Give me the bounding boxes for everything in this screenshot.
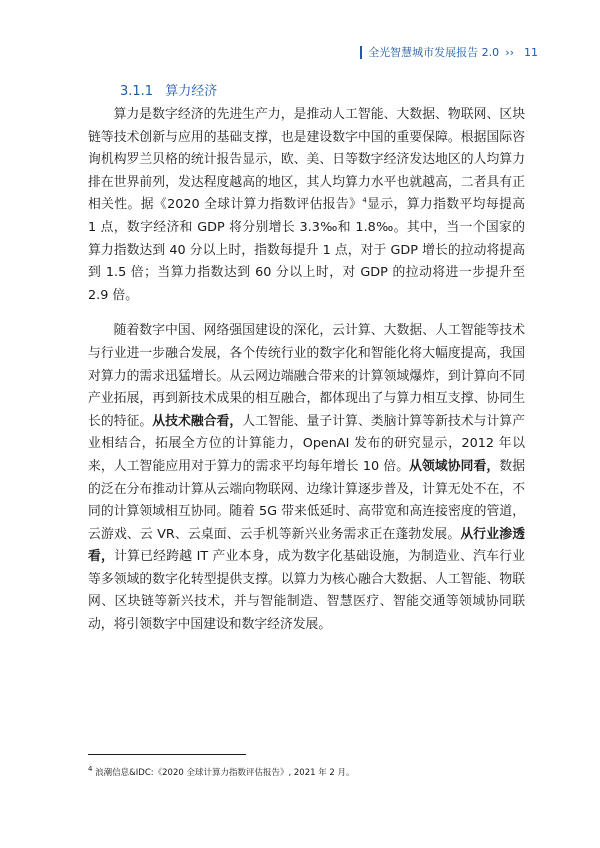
paragraph (88, 320, 525, 636)
section-title: 算力经济 (165, 84, 218, 99)
footnote (88, 766, 355, 778)
section-number: 3.1.1 (120, 84, 154, 99)
chevron-icon: ›› (505, 45, 514, 59)
footnote-text: 浪潮信息&IDC:《2020 全球计算力指数评估报告》, 2021 年 2 月。 (95, 768, 355, 778)
paragraph (88, 104, 525, 307)
bold-lead: 从行业渗透看， (88, 526, 525, 565)
header-title: 全光智慧城市发展报告 2.0 (368, 46, 500, 59)
body-text (88, 104, 525, 650)
header-bar (360, 46, 362, 59)
section-heading (120, 80, 217, 99)
text-run: 计算已经跨越 IT 产业本身，成为数字化基础设施，为制造业、汽车行业等多领域的数字化转型提供支撑。以算力为核心融合大数据、人工智能、物联网、区块链等新兴技术，并与智能制造、智慧医疗、智能交通等领域协同联动，将引领数字中国建设和数字经济发展。 (88, 549, 526, 633)
text-run: 随着数字中国、网络强国建设的深化，云计算、大数据、人工智能等技术与行业进一步融合发展，各个传统行业的数字化和智能化将大幅度提高，我国对算力的需求迅猛增长。从云网边端融合带来的计算领域爆炸，到计算向不同产业拓展，再到新技术成果的相互融合，都体现出了与算力相互支撑、协同生长的特征。 (88, 323, 525, 429)
footnote-ref: 4 (362, 197, 367, 206)
bold-lead: 从领域协同看， (409, 458, 500, 474)
footnote-marker: 4 (88, 765, 93, 774)
bold-lead: 从技术融合看， (152, 413, 243, 429)
page-number: 11 (524, 45, 538, 59)
text-run: 显示，算力指数平均每提高 1 点，数字经济和 GDP 将分别增长 3.3‰和 1.8‰。其中，当一个国家的算力指数达到 40 分以上时，指数每提升 1 点，对于 GDP 增长的拉动将提高到 1.5 倍；当算力指数达到 60 分以上时，对 GDP 的拉动将进一步提升至 2.9 倍。 (88, 197, 525, 303)
footnote-divider (88, 754, 246, 755)
text-run: 数据的泛在分布推动计算从云端向物联网、边缘计算逐步普及，计算无处不在，不同的计算领域相互协同。随着 5G 带来低延时、高带宽和高连接密度的管道，云游戏、云 VR、云桌面、云手机等新兴业务需求正在蓬勃发展。 (88, 458, 526, 542)
running-header (360, 44, 538, 60)
text-run: 算力是数字经济的先进生产力，是推动人工智能、大数据、物联网、区块链等技术创新与应用的基础支撑，也是建设数字中国的重要保障。根据国际咨询机构罗兰贝格的统计报告显示，欧、美、日等数字经济发达地区的人均算力排在世界前列，发达程度越高的地区，其人均算力水平也就越高，二者具有正相关性。据《2020 全球计算力指数评估报告》 (88, 107, 525, 213)
text-run: 人工智能、量子计算、类脑计算等新技术与计算产业相结合，拓展全方位的计算能力，OpenAI 发布的研究显示，2012 年以来，人工智能应用对于算力的需求平均每年增长 10 倍。 (88, 413, 526, 474)
